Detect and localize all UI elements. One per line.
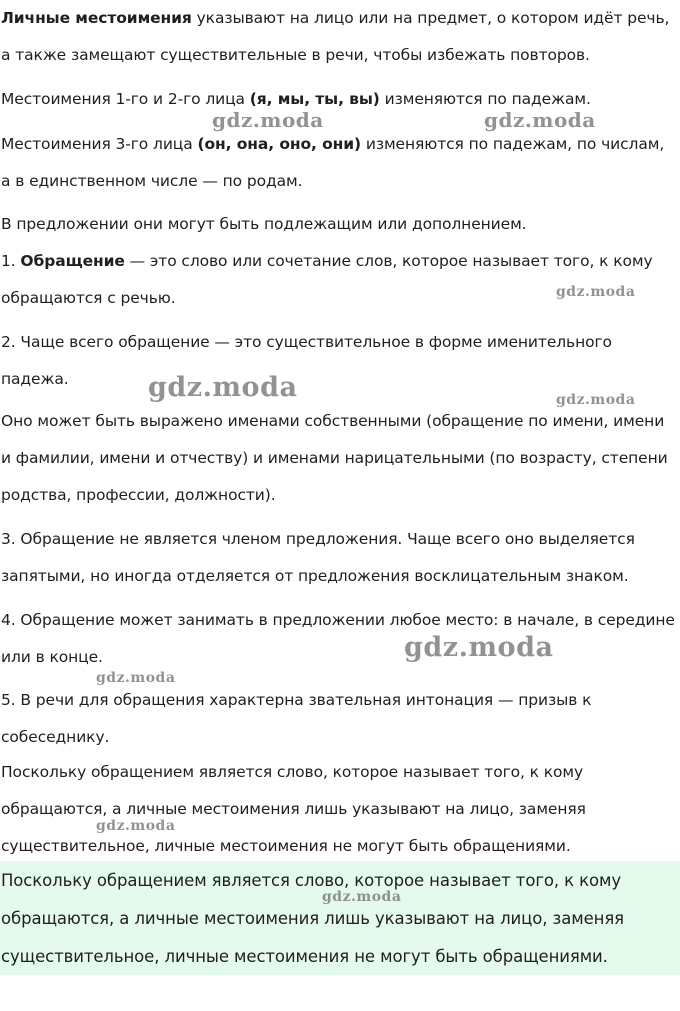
rule-number: 1. xyxy=(1,252,21,270)
answer-highlight-box xyxy=(0,861,680,975)
watermark: gdz.moda xyxy=(404,632,554,663)
paragraph-personal-pronouns xyxy=(0,0,680,74)
watermark: gdz.moda xyxy=(96,818,176,834)
pronoun-examples: (он, она, оно, они) xyxy=(197,135,362,153)
term-personal-pronouns: Личные местоимения xyxy=(1,9,192,27)
term-address: Обращение xyxy=(20,252,125,270)
paragraph-rule-4: 4. Обращение может занимать в предложении любое место: в начале, в середине или в конце. xyxy=(1,611,675,666)
pronoun-examples: (я, мы, ты, вы) xyxy=(249,90,380,108)
paragraph-rule-2: 2. Чаще всего обращение — это существительное в форме именительного падежа. xyxy=(1,333,612,388)
paragraph-first-second-person xyxy=(0,81,593,118)
watermark: gdz.moda xyxy=(556,392,636,408)
paragraph-text: указывают на лицо или на предмет, о котором идёт речь, а также замещают существительные в речи, чтобы избежать повторов. xyxy=(1,9,670,64)
watermark: gdz.moda xyxy=(212,108,324,132)
paragraph-rule-3: 3. Обращение не является членом предложения. Чаще всего оно выделяется запятыми, но иногда отделяется от предложения восклицательным знаком. xyxy=(1,530,635,585)
watermark: gdz.moda xyxy=(484,108,596,132)
paragraph-rule-2-detail: Оно может быть выражено именами собственными (обращение по имени, имени и фамилии, имени и отчеству) и именами нарицательными (по возрасту, степени родства, профессии, должности). xyxy=(1,412,668,504)
paragraph-rule-5: 5. В речи для обращения характерна звательная интонация — призыв к собеседнику. xyxy=(1,691,592,746)
paragraph-sentence-role: В предложении они могут быть подлежащим или дополнением. xyxy=(1,215,527,233)
paragraph-text: изменяются по падежам, по числам, а в единственном числе — по родам. xyxy=(1,135,665,190)
paragraph-text: — это слово или сочетание слов, которое называет того, к кому обращаются с речью. xyxy=(1,252,653,307)
watermark: gdz.moda xyxy=(148,372,298,403)
answer-text: Поскольку обращением является слово, которое называет того, к кому обращаются, а личные местоимения лишь указывают на лицо, заменяя существительное, личные местоимения не могут быть обращениями. xyxy=(1,871,624,966)
paragraph-rule-1 xyxy=(0,243,680,317)
paragraph-conclusion: Поскольку обращением является слово, которое называет того, к кому обращаются, а личные местоимения лишь указывают на лицо, заменяя существительное, личные местоимения не могут быть обращениями. xyxy=(1,763,586,855)
watermark: gdz.moda xyxy=(556,284,636,300)
paragraph-text: Местоимения 1-го и 2-го лица xyxy=(1,90,250,108)
paragraph-third-person xyxy=(0,126,680,200)
paragraph-text: Местоимения 3-го лица xyxy=(1,135,198,153)
paragraph-text: изменяются по падежам. xyxy=(379,90,591,108)
watermark: gdz.moda xyxy=(322,889,402,905)
watermark: gdz.moda xyxy=(96,670,176,686)
